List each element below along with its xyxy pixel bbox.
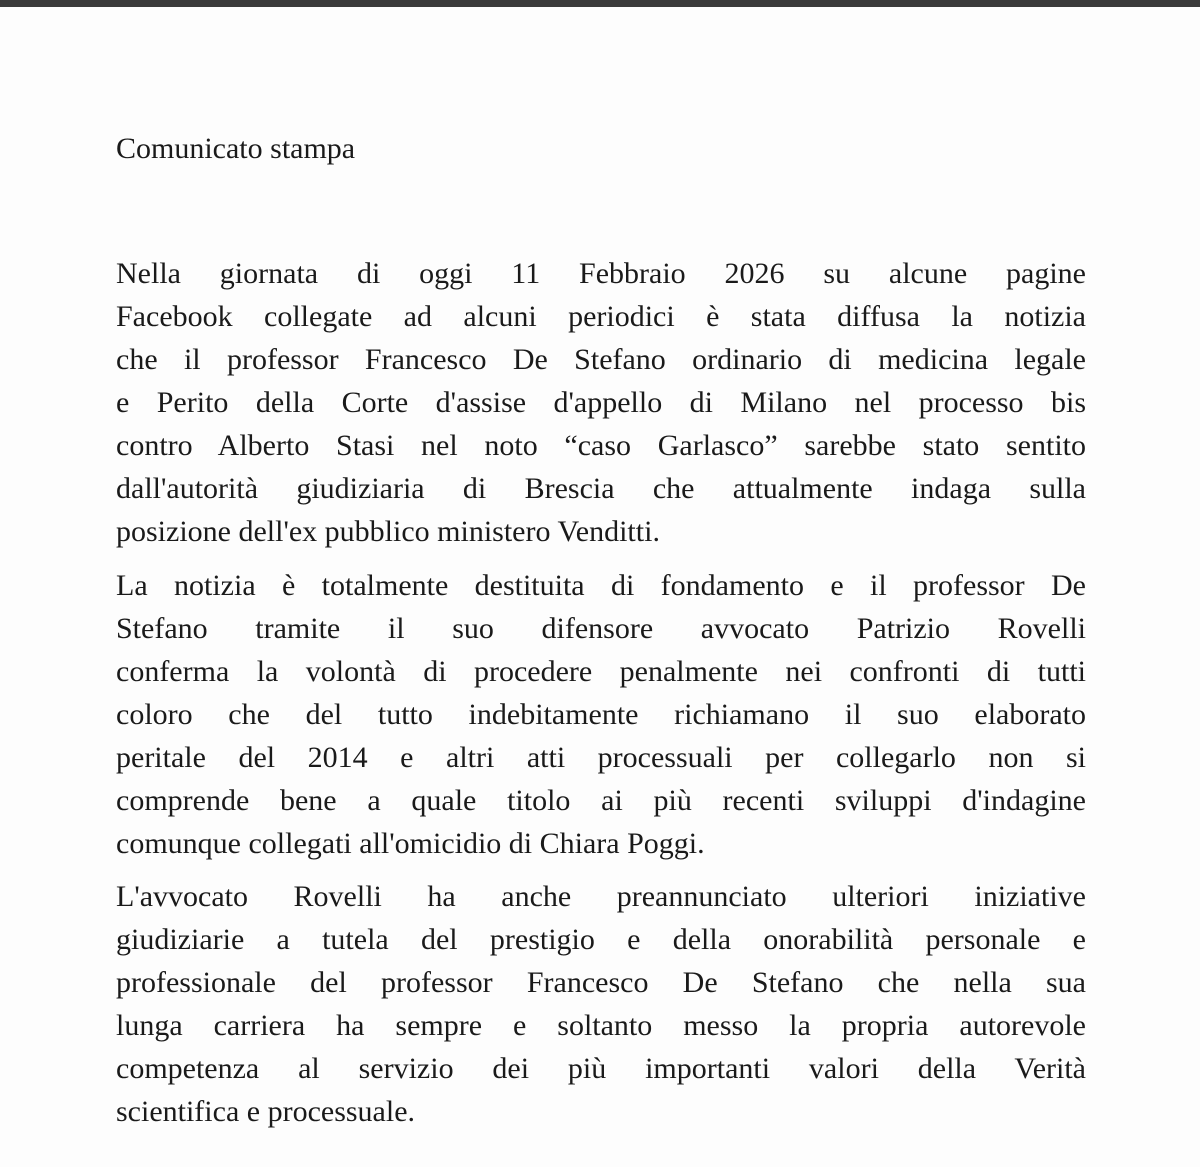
document-title: Comunicato stampa: [116, 132, 356, 165]
paragraph-line: Facebook collegate ad alcuni periodici è stata diffusa la notizia: [116, 300, 1086, 333]
paragraph-line: comprende bene a quale titolo ai più recenti sviluppi d'indagine: [116, 784, 1086, 817]
paragraph-1: [116, 252, 1086, 553]
paragraph-line: Stefano tramite il suo difensore avvocato Patrizio Rovelli: [116, 612, 1086, 645]
paragraph-line: conferma la volontà di procedere penalmente nei confronti di tutti: [116, 655, 1086, 688]
paragraph-2: [116, 564, 1086, 865]
paragraph-line: che il professor Francesco De Stefano ordinario di medicina legale: [116, 343, 1086, 376]
paragraph-line: contro Alberto Stasi nel noto “caso Garlasco” sarebbe stato sentito: [116, 429, 1086, 462]
paragraph-line: coloro che del tutto indebitamente richiamano il suo elaborato: [116, 698, 1086, 731]
paragraph-line: competenza al servizio dei più importanti valori della Verità: [116, 1052, 1086, 1085]
paragraph-line: L'avvocato Rovelli ha anche preannunciato ulteriori iniziative: [116, 880, 1086, 913]
paragraph-line: lunga carriera ha sempre e soltanto messo la propria autorevole: [116, 1009, 1086, 1042]
paragraph-line: dall'autorità giudiziaria di Brescia che attualmente indaga sulla: [116, 472, 1086, 505]
top-border: [0, 0, 1200, 7]
paragraph-line: scientifica e processuale.: [116, 1095, 416, 1128]
paragraph-line: giudiziarie a tutela del prestigio e della onorabilità personale e: [116, 923, 1086, 956]
paragraph-3: [116, 875, 1086, 1133]
paragraph-line: peritale del 2014 e altri atti processuali per collegarlo non si: [116, 741, 1086, 774]
paragraph-line: La notizia è totalmente destituita di fondamento e il professor De: [116, 569, 1086, 602]
paragraph-line: professionale del professor Francesco De Stefano che nella sua: [116, 966, 1086, 999]
paragraph-line: comunque collegati all'omicidio di Chiara Poggi.: [116, 827, 705, 860]
paragraph-line: e Perito della Corte d'assise d'appello di Milano nel processo bis: [116, 386, 1086, 419]
paragraph-line: Nella giornata di oggi 11 Febbraio 2026 su alcune pagine: [116, 257, 1086, 290]
paragraph-line: posizione dell'ex pubblico ministero Venditti.: [116, 515, 660, 548]
document-page: [0, 7, 1200, 1167]
